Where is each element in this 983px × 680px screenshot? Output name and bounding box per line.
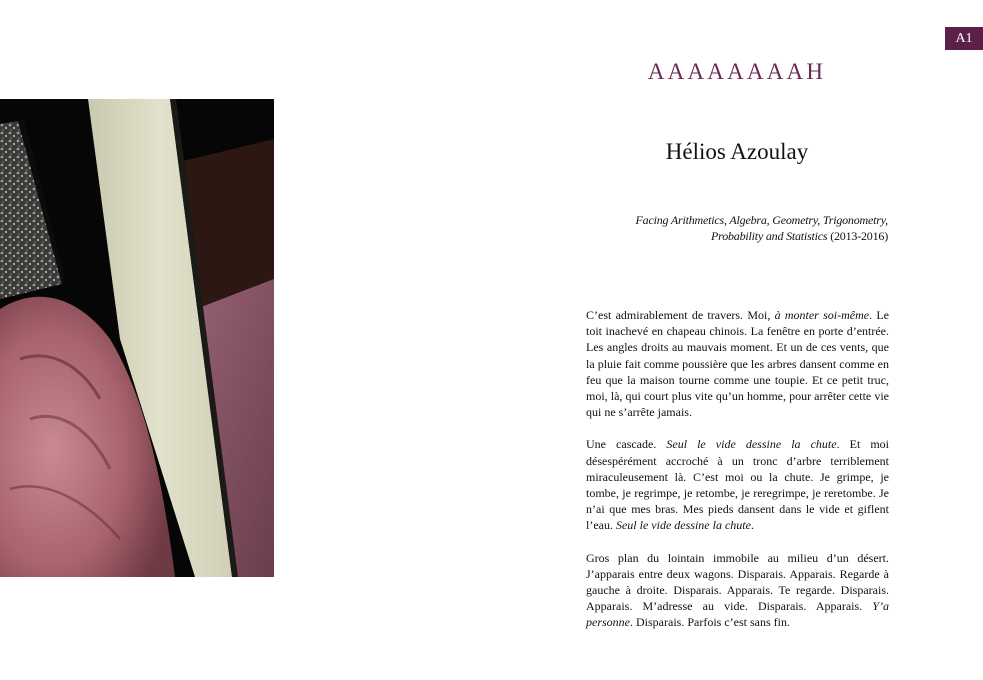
text-segment: . Et moi désespérément accroché à un tronc d’arbre terriblement miraculeusement là. C’est moi ou la chute. Je grimpe, je tombe, je regrimpe, je retombe, je reregrimpe, je reretombe. Je n’ai que mes bras. Mes pieds dansent dans le vide et giflent l’eau. <box>586 437 890 533</box>
work-title-line-2: Probability and Statistics <box>711 229 828 243</box>
text-segment: . <box>750 518 754 533</box>
page-number-badge: A1 <box>945 27 983 50</box>
text-segment-italic: Y’a personne <box>586 599 889 630</box>
author-name: Hélios Azoulay <box>665 139 809 164</box>
text-segment: . Le toit inachevé en chapeau chinois. La fenêtre en porte d’entrée. Les angles droits au mauvais moment. Et un de ces vents, que la pluie fait comme poussière que les arbres dansent comme en feu que la maison tourne comme une toupie. Et ce petit truc, moi, là, qui court plus vite qu’un homme, pour arrêter cette vie qui ne s’arrête jamais. <box>586 308 889 420</box>
text-segment-italic: Seul le vide dessine la chute <box>666 437 837 452</box>
photo-image <box>0 99 274 577</box>
text-segment: Une cascade. <box>586 437 667 452</box>
text-segment-italic: à monter soi-même <box>774 308 870 322</box>
text-segment: Gros plan du lointain immobile au milieu d’un désert. J’apparais entre deux wagons. Disparais. Apparais. Regarde à gauche à droite. Disparais. Apparais. Te regarde. Disparais. Apparais. M’adresse au vide. Disparais. Apparais. <box>586 550 889 614</box>
photo-illustration <box>0 99 274 577</box>
body-text <box>586 307 889 647</box>
work-subtitle <box>586 212 888 244</box>
text-segment: C’est admirablement de travers. Moi, <box>586 308 775 322</box>
text-segment: . Disparais. Parfois c’est sans fin. <box>630 615 790 630</box>
text-segment-italic: Seul le vide dessine la chute <box>615 518 751 533</box>
work-title-line-1: Facing Arithmetics, Algebra, Geometry, Trigonometry, <box>635 213 888 227</box>
paragraph <box>586 307 889 420</box>
page-title: AAAAAAAAH <box>647 59 827 84</box>
work-years: (2013-2016) <box>827 229 888 243</box>
paragraph <box>586 550 889 631</box>
paragraph <box>586 436 889 533</box>
